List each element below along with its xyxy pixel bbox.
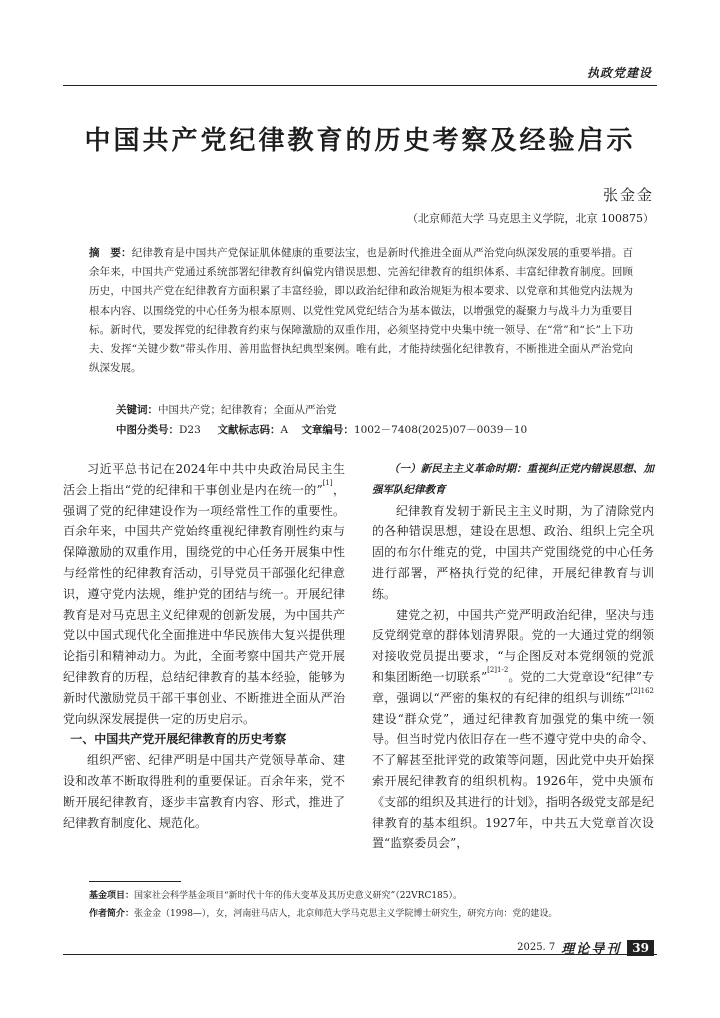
journal-name: 理论导刊 (561, 942, 622, 957)
body-text: 建党之初，中国共产党严明政治纪律，坚决与违反党纲党章的群体划清界限。党的一大通过党的纲领对接收党员提出要求，“与企图反对本党纲领的党派和集团断绝一切联系” (372, 607, 654, 684)
body-paragraph (63, 459, 345, 729)
body-column-left (63, 459, 345, 833)
section-heading: 一、中国共产党开展纪律教育的历史考察 (70, 732, 287, 747)
footnote-fund (89, 888, 462, 901)
abstract-text: 纪律教育是中国共产党保证肌体健康的重要法宝，也是新时代推进全面从严治党向纵深发展的重要举措。百余年来，中国共产党通过系统部署纪律教育纠偏党内错误思想、完善纪律教育的组织体系、丰富纪律教育制度。回顾历史，中国共产党在纪律教育方面积累了丰富经验，即以政治纪律和政治规矩为根本要求、以党章和其他党内法规为根本内容、以围绕党的中心任务为根本原则、以党性党风党纪结合为基本做法，以增强党的凝聚力与战斗力为重要目标。新时代，要发挥党的纪律教育约束与保障激励的双重作用，必须坚持党中央集中统一领导、在“常”和“长”上下功夫、发挥“关键少数”带头作用、善用监督执纪典型案例。唯有此，才能持续强化纪律教育，不断推进全面从严治党向纵深发展。 (89, 247, 634, 375)
subsection-heading: （一）新民主主义革命时期：重视纠正党内错误思想、加强军队纪律教育 (372, 463, 654, 496)
abstract-label: 摘 要： (89, 247, 132, 259)
classification-line (116, 420, 527, 440)
author-bio-label: 作者简介： (89, 909, 135, 919)
body-paragraph: 纪律教育发轫于新民主主义时期，为了清除党内的各种错误思想，建设在思想、政治、组织上完全巩固的布尔什维克的党，中国共产党围绕党的中心任务进行部署，严格执行党的纪律，开展纪律教育与训练。 (372, 503, 654, 601)
footnote-rule (89, 881, 181, 882)
keywords-text: 中国共产党；纪律教育；全面从严治党 (158, 404, 337, 416)
footnote-author (89, 906, 557, 919)
citation: [2]162 (630, 686, 654, 695)
body-paragraph: 组织严密、纪律严明是中国共产党领导革命、建设和改革不断取得胜利的重要保证。百余年来，党不断开展纪律教育，逐步丰富教育内容、形式，推进了纪律教育制度化、规范化。 (63, 753, 345, 830)
clc-value: D23 (179, 424, 201, 436)
doc-code-label: 文献标志码： (217, 424, 281, 436)
footer-rule (63, 954, 657, 955)
article-title: 中国共产党纪律教育的历史考察及经验启示 (84, 126, 636, 156)
article-number-value: 1002－7408(2025)07－0039－10 (353, 424, 528, 436)
body-text: ，强调了党的纪律建设作为一项经常性工作的重要性。百余年来，中国共产党始终重视纪律教育刚性约束与保障激励的双重作用，围绕党的中心任务开展集中性与经常性的纪律教育活动，引导党员干部强化纪律意识，遵守党内法规，维护党的团结与统一。开展纪律教育是对马克思主义纪律观的创新发展，为中国共产党以中国式现代化全面推进中华民族伟大复兴提供理论指引和精神动力。为此，全面考察中国共产党开展纪律教育的历程，总结纪律教育的基本经验，能够为新时代激励党员干部干事创业、不断推进全面从严治党向纵深发展提供一定的历史启示。 (63, 482, 345, 726)
citation: [2]1-2 (487, 665, 509, 674)
header-rule (63, 85, 657, 86)
body-text: 建设“群众党”，通过纪律教育加强党的集中统一领导。但当时党内依旧存在一些不遵守党中央的命令、不了解甚至批评党的政策等问题，因此党中央开始探索开展纪律教育的组织机构。1926年，党中央颁布《支部的组织及其进行的计划》，指明各级党支部是纪律教育的基本组织。1927年，中共五大党章首次设置“监察委员会”， (372, 711, 655, 851)
clc-label: 中图分类号： (116, 424, 179, 436)
section-label: 执政党建设 (586, 66, 652, 80)
page-number: 39 (627, 940, 654, 956)
body-text: 。党的二大党章设“纪律”专章，强调以“严密的集权的有纪律的组织与训练” (372, 669, 654, 705)
issue-number: 2025. 7 (517, 942, 556, 953)
author-affiliation: （北京师范大学 马克思主义学院，北京 100875） (407, 212, 654, 225)
body-column-right (372, 459, 654, 854)
body-paragraph (372, 605, 654, 855)
fund-text: 国家社会科学基金项目“新时代十年的伟大变革及其历史意义研究”（22VRC185）。 (134, 891, 463, 901)
fund-label: 基金项目： (89, 891, 135, 901)
abstract (89, 244, 633, 378)
author-bio-text: 张金金（1998—），女，河南驻马店人，北京师范大学马克思主义学院博士研究生，研究方向：党的建设。 (134, 909, 558, 919)
author-name: 张金金 (602, 186, 654, 204)
citation: [1] (322, 478, 333, 487)
body-text: 习近平总书记在2024年中共中央政治局民主生活会上指出“党的纪律和干事创业是内在统一的” (63, 462, 345, 497)
article-number-label: 文章编号： (301, 424, 354, 436)
keywords-label: 关键词： (116, 404, 158, 416)
keywords (116, 400, 337, 420)
doc-code-value: A (280, 424, 289, 436)
